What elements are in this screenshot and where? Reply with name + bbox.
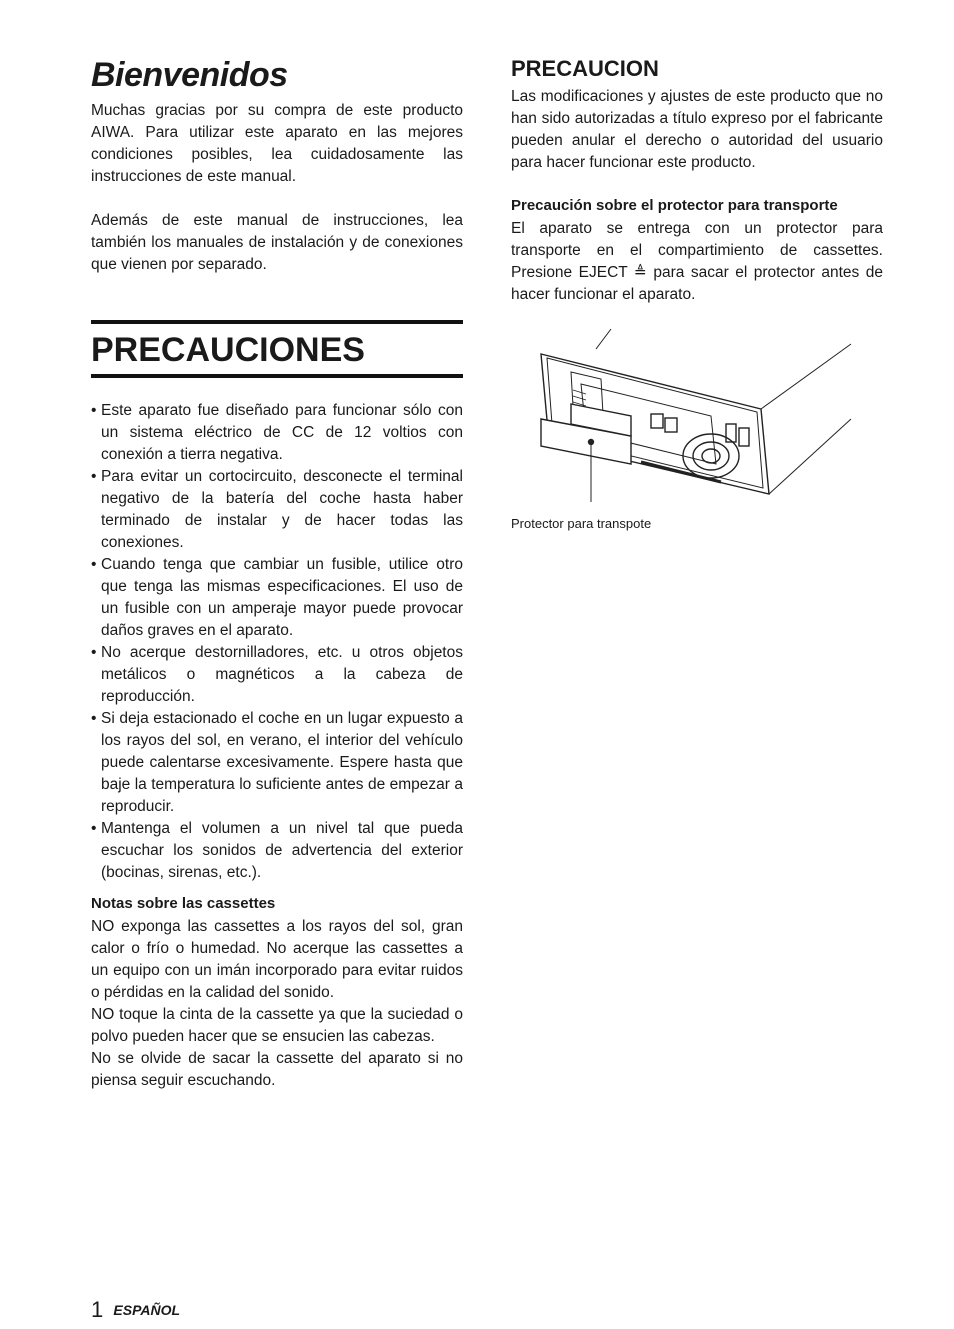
bullet-icon: • <box>91 820 97 837</box>
notas-paragraph-2: NO toque la cinta de la cassette ya que la suciedad o polvo pueden hacer que se ensucien las cabezas. <box>91 1006 463 1045</box>
left-column <box>91 56 463 1092</box>
right-column <box>511 56 883 532</box>
notas-title: Notas sobre las cassettes <box>91 895 276 912</box>
precauciones-list <box>91 400 463 884</box>
bullet-icon: • <box>91 644 97 661</box>
precauciones-title: PRECAUCIONES <box>91 331 365 369</box>
notas-paragraph-3: No se olvide de sacar la cassette del aparato si no piensa seguir escuchando. <box>91 1050 463 1089</box>
bullet-icon: • <box>91 710 97 727</box>
protector-paragraph: El aparato se entrega con un protector para transporte en el compartimiento de cassettes. Presione EJECT ≜ para sacar el protector antes de hacer funcionar el aparato. <box>511 220 883 303</box>
list-item: • Mantenga el volumen a un nivel tal que pueda escuchar los sonidos de advertencia del exterior (bocinas, sirenas, etc.). <box>91 820 463 881</box>
welcome-paragraph-2: Además de este manual de instrucciones, lea también los manuales de instalación y de conexiones que vienen por separado. <box>91 212 463 273</box>
list-item: • Si deja estacionado el coche en un lugar expuesto a los rayos del sol, en verano, el interior del vehículo puede calentarse excesivamente. Espere hasta que baje la temperatura lo suficiente antes de empezar a reproducir. <box>91 710 463 815</box>
list-item: • Cuando tenga que cambiar un fusible, utilice otro que tenga las mismas especificaciones. El uso de un fusible con un amperaje mayor puede provocar daños graves en el aparato. <box>91 556 463 639</box>
page-footer <box>91 1297 181 1322</box>
bullet-icon: • <box>91 468 97 485</box>
page-number: 1 <box>91 1297 104 1322</box>
footer-language: ESPAÑOL <box>113 1302 181 1318</box>
welcome-title: Bienvenidos <box>91 56 288 94</box>
list-item: • Para evitar un cortocircuito, desconecte el terminal negativo de la batería del coche hasta haber terminado de instalar y de hacer todas las conexiones. <box>91 468 463 551</box>
bottom-rule <box>91 374 463 378</box>
cassette-deck-illustration <box>511 324 871 514</box>
top-rule <box>91 320 463 324</box>
notas-paragraph-1: NO exponga las cassettes a los rayos del sol, gran calor o frío o humedad. No acerque las cassettes a un equipo con un imán incorporado para evitar ruidos o pérdidas en la calidad del sonido. <box>91 918 463 1001</box>
welcome-paragraph-1: Muchas gracias por su compra de este producto AIWA. Para utilizar este aparato en las mejores condiciones posibles, lea cuidadosamente las instrucciones de este manual. <box>91 102 463 185</box>
figure-caption: Protector para transpote <box>511 516 652 531</box>
bullet-icon: • <box>91 556 97 573</box>
precaucion-title: PRECAUCION <box>511 56 659 81</box>
protector-subtitle: Precaución sobre el protector para transporte <box>511 197 838 214</box>
list-item: • Este aparato fue diseñado para funcionar sólo con un sistema eléctrico de CC de 12 voltios con conexión a tierra negativa. <box>91 402 463 463</box>
list-item: • No acerque destornilladores, etc. u otros objetos metálicos o magnéticos a la cabeza de reproducción. <box>91 644 463 705</box>
protector-figure <box>511 324 883 532</box>
precauciones-header <box>91 320 463 378</box>
bullet-icon: • <box>91 402 97 419</box>
precaucion-paragraph: Las modificaciones y ajustes de este producto que no han sido autorizadas a título expreso por el fabricante pueden anular el derecho o autoridad del usuario para hacer funcionar este producto. <box>511 88 883 171</box>
